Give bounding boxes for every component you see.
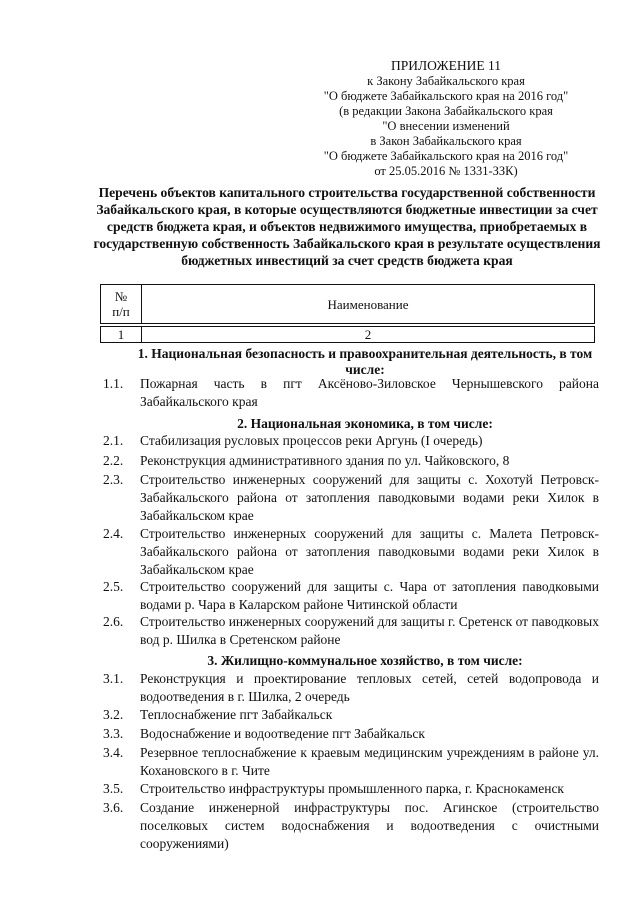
item-text: Строительство инфраструктуры промышленного парка, г. Краснокаменск [140, 781, 564, 796]
section-title: 2. Национальная экономика, в том числе: [237, 416, 493, 431]
list-item [103, 725, 599, 743]
item-number: 1.1. [103, 376, 124, 391]
column-index-number: 1 [101, 327, 142, 343]
header-line: "О бюджете Забайкальского края на 2016 год" [323, 89, 569, 103]
item-text: Строительство инженерных сооружений для защиты г. Сретенск от паводковых вод р. Шилка в Сретенском районе [140, 614, 599, 647]
item-text: Реконструкция административного здания по ул. Чайковского, 8 [140, 453, 510, 468]
appendix-number: ПРИЛОЖЕНИЕ 11 [390, 58, 502, 73]
list-item [103, 525, 599, 579]
document-title: Перечень объектов капитального строительства государственной собственности Забайкальского края, в которые осуществляются бюджетные инвестиции за счет средств бюджета края, и объектов недвижимого имущества, приобретаемых в государственную собственность Забайкальского края в результате осуществления бюджетных инвестиций за счет средств бюджета края [93, 185, 601, 268]
list-item [103, 452, 599, 470]
list-item [103, 613, 599, 649]
item-number: 3.1. [103, 671, 124, 686]
list-item [103, 670, 599, 706]
header-line: (в редакции Закона Забайкальского края [339, 104, 553, 118]
header-line: к Закону Забайкальского края [367, 74, 525, 88]
item-number: 3.4. [103, 745, 124, 760]
item-text: Строительство инженерных сооружений для защиты с. Хохотуй Петровск-Забайкальского района от затопления паводковыми водами реки Хилок в Забайкальском крае [140, 472, 599, 523]
list-table-header [100, 284, 595, 343]
item-number: 3.2. [103, 707, 124, 722]
item-text: Пожарная часть в пгт Аксёново-Зиловское Чернышевского района Забайкальского края [140, 376, 599, 409]
list-item [103, 706, 599, 724]
header-line: от 25.05.2016 № 1331-ЗЗК) [374, 164, 518, 178]
column-index-name: 2 [142, 327, 595, 343]
header-line: "О бюджете Забайкальского края на 2016 год" [323, 149, 569, 163]
item-text: Резервное теплоснабжение к краевым медицинским учреждениям в районе ул. Кохановского в г. Чите [140, 745, 599, 778]
item-text: Создание инженерной инфраструктуры пос. Агинское (строительство поселковых систем водоснабжения и водоотведения с очистными сооружениями) [140, 800, 599, 851]
appendix-header [296, 58, 596, 179]
item-text: Стабилизация русловых процессов реки Аргунь (I очередь) [140, 433, 483, 448]
section-title: 3. Жилищно-коммунальное хозяйство, в том числе: [207, 653, 523, 668]
list-item [103, 744, 599, 780]
item-text: Строительство сооружений для защиты с. Чара от затопления паводковыми водами р. Чара в Каларском районе Читинской области [140, 579, 599, 612]
item-number: 3.3. [103, 726, 124, 741]
item-number: 3.5. [103, 781, 124, 796]
item-text: Реконструкция и проектирование тепловых сетей, сетей водопровода и водоотведения в г. Шилка, 2 очередь [140, 671, 599, 704]
column-header-number: № п/п [101, 285, 142, 324]
item-number: 3.6. [103, 800, 124, 815]
item-text: Строительство инженерных сооружений для защиты с. Малета Петровск-Забайкальского района от затопления паводковыми водами реки Хилок в Забайкальском крае [140, 526, 599, 577]
item-number: 2.6. [103, 614, 124, 629]
section-title: 1. Национальная безопасность и правоохранительная деятельность, в том числе: [137, 346, 593, 377]
column-header-name: Наименование [142, 285, 595, 324]
item-number: 2.2. [103, 453, 124, 468]
list-item [103, 780, 599, 798]
item-text: Водоснабжение и водоотведение пгт Забайкальск [140, 726, 425, 741]
list-item [103, 375, 599, 411]
list-item [103, 432, 599, 450]
list-item [103, 578, 599, 614]
item-number: 2.5. [103, 579, 124, 594]
list-item [103, 471, 599, 525]
item-number: 2.3. [103, 472, 124, 487]
item-text: Теплоснабжение пгт Забайкальск [140, 707, 333, 722]
list-item [103, 799, 599, 853]
item-number: 2.4. [103, 526, 124, 541]
item-number: 2.1. [103, 433, 124, 448]
header-line: в Закон Забайкальского края [370, 134, 522, 148]
header-line: "О внесении изменений [382, 119, 510, 133]
